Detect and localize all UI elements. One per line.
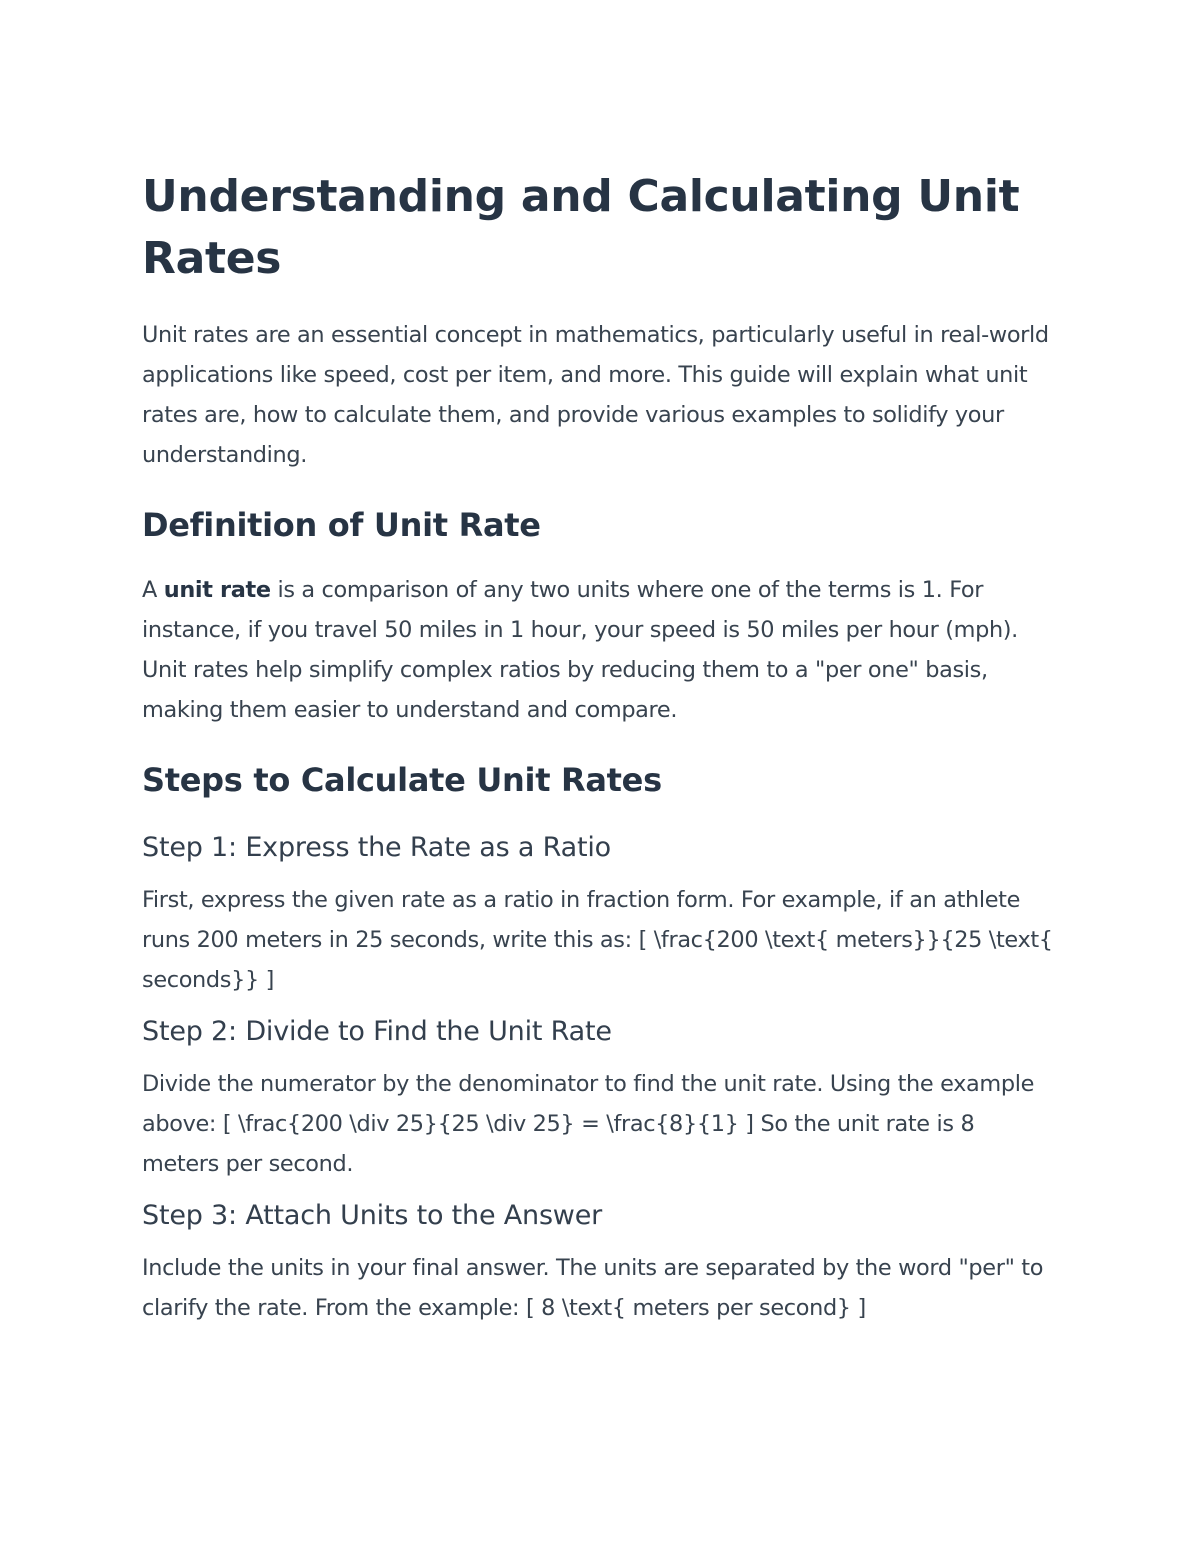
step-2-heading: Step 2: Divide to Find the Unit Rate [142, 1016, 612, 1047]
definition-term: unit rate [163, 577, 271, 603]
definition-text-after: is a comparison of any two units where one of the terms is 1. For instance, if you travel 50 miles in 1 hour, your speed is 50 miles per hour (mph). Unit rates help simplify complex ratios by reducing them to a "per one" basis, making them easier to understand and compare. [142, 577, 1018, 723]
step-2-paragraph: Divide the numerator by the denominator to find the unit rate. Using the example above: [ \frac{200 \div 25}{25 \div 25} = \frac{8}{1} ] So the unit rate is 8 meters per second. [142, 1071, 1034, 1177]
intro-paragraph: Unit rates are an essential concept in mathematics, particularly useful in real-world applications like speed, cost per item, and more. This guide will explain what unit rates are, how to calculate them, and provide various examples to solidify your understanding. [142, 322, 1049, 468]
document-page [142, 166, 1057, 1328]
step-1-paragraph: First, express the given rate as a ratio in fraction form. For example, if an athlete runs 200 meters in 25 seconds, write this as: [ \frac{200 \text{ meters}}{25 \text{ seconds}} ] [142, 887, 1053, 993]
definition-text-before: A [142, 577, 164, 603]
page-title: Understanding and Calculating Unit Rates [142, 171, 1020, 284]
step-3-paragraph: Include the units in your final answer. The units are separated by the word "per" to clarify the rate. From the example: [ 8 \text{ meters per second} ] [142, 1255, 1044, 1321]
step-3-heading: Step 3: Attach Units to the Answer [142, 1200, 603, 1231]
definition-heading: Definition of Unit Rate [142, 506, 541, 544]
steps-heading: Steps to Calculate Unit Rates [142, 761, 662, 799]
step-1-heading: Step 1: Express the Rate as a Ratio [142, 832, 611, 863]
definition-paragraph [142, 570, 1057, 730]
